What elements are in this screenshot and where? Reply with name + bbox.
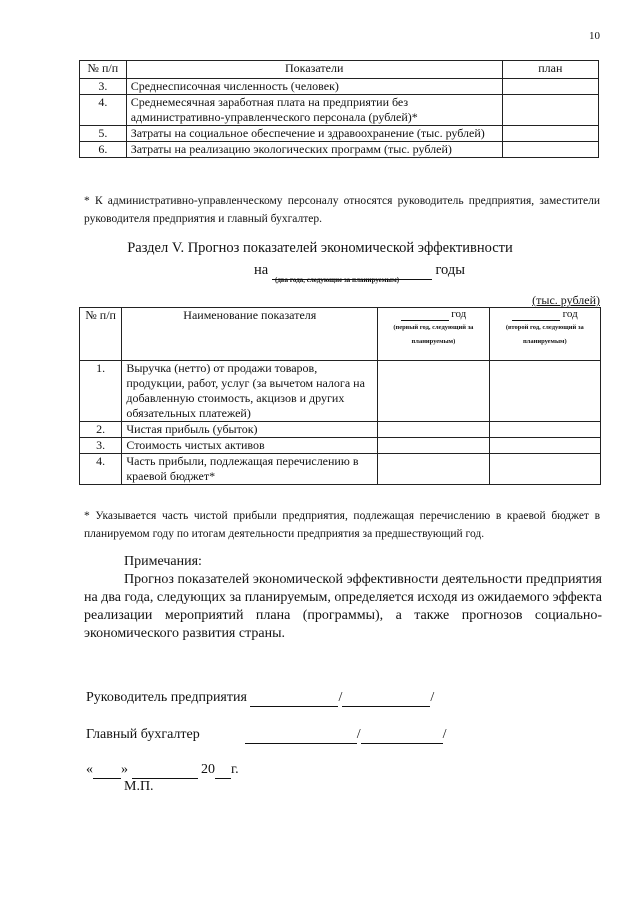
years-suffix: годы [435,262,465,278]
row-year1-cell [378,454,489,485]
row-num: 5. [80,126,127,142]
row-year2-cell [489,438,600,454]
month-blank [132,762,198,779]
row-num: 2. [80,422,122,438]
date-suffix: г. [231,762,239,777]
day-blank [93,762,121,779]
header-indicators: Показатели [126,61,502,79]
header-year2 [489,308,600,361]
table-row [80,361,601,422]
row-text: Часть прибыли, подлежащая перечислению в краевой бюджет* [122,454,378,485]
table-header-row [80,61,599,79]
slash: / [442,727,447,742]
header-year1 [378,308,489,361]
year1-label: год [451,308,467,320]
notes-block [84,553,602,643]
accountant-name-blank [361,727,443,744]
years-prefix: на [254,262,269,278]
footnote-admin-staff: * К административно-управленческому персоналу относятся руководитель предприятия, заместители руководителя предприятия и главный бухгалтер. [84,195,600,225]
efficiency-table [79,307,601,485]
year1-line [382,308,484,321]
row-year1-cell [378,422,489,438]
units-label: (тыс. рублей) [532,293,600,307]
row-num: 3. [80,438,122,454]
row-plan-cell [502,95,598,126]
header-plan: план [502,61,598,79]
row-num: 3. [80,79,127,95]
row-text: Выручка (нетто) от продажи товаров, продукции, работ, услуг (за вычетом налога на добавленную стоимость, акцизов и других обязательных платежей) [122,361,378,422]
row-plan-cell [502,126,598,142]
date-quote-close: » [121,762,128,777]
footnote-budget-profit: * Указывается часть чистой прибыли предприятия, подлежащая перечислению в краевой бюджет в планируемом году по итогам деятельности предприятия за предшествующий год. [84,510,600,540]
row-text: Затраты на реализацию экологических программ (тыс. рублей) [126,142,502,158]
table-row [80,126,599,142]
accountant-signature-line [86,727,447,744]
director-name-blank [342,690,430,707]
row-text: Затраты на социальное обеспечение и здравоохранение (тыс. рублей) [126,126,502,142]
notes-body: Прогноз показателей экономической эффективности деятельности предприятия на два года, следующих за планируемым, определяется исходя из ожидаемого эффекта реализации мероприятий плана (программы), а также прогнозов социально-экономического развития страны. [84,572,602,641]
row-num: 1. [80,361,122,422]
date-line [86,762,239,779]
accountant-label: Главный бухгалтер [86,727,200,742]
slash: / [430,690,435,705]
date-quote-open: « [86,762,93,777]
year2-note: (второй год, следующий за планируемым) [505,324,584,345]
slash: / [356,727,361,742]
header-num: № п/п [80,308,122,361]
table-row [80,142,599,158]
row-year2-cell [489,422,600,438]
row-text: Стоимость чистых активов [122,438,378,454]
year2-line [494,308,596,321]
year-blank [215,762,231,779]
seal-place-label: М.П. [124,779,154,794]
accountant-signature-blank [245,727,357,744]
row-plan-cell [502,142,598,158]
row-plan-cell [502,79,598,95]
row-year1-cell [378,438,489,454]
row-year2-cell [489,454,600,485]
page-number: 10 [589,30,600,42]
header-name: Наименование показателя [122,308,378,361]
row-num: 4. [80,454,122,485]
year2-label: год [562,308,578,320]
row-num: 4. [80,95,127,126]
table-row [80,438,601,454]
director-signature-blank [250,690,338,707]
row-year1-cell [378,361,489,422]
table-row [80,95,599,126]
years-note: (два года, следующие за планируемым) [275,276,400,284]
table-row [80,422,601,438]
table-row [80,79,599,95]
header-num: № п/п [80,61,127,79]
row-text: Среднемесячная заработная плата на предприятии без административно-управленческого персонала (рублей)* [126,95,502,126]
director-label: Руководитель предприятия [86,690,247,705]
date-year-prefix: 20 [201,762,215,777]
row-text: Чистая прибыль (убыток) [122,422,378,438]
slash: / [338,690,343,705]
director-signature-line [86,690,434,707]
table-row [80,454,601,485]
notes-title: Примечания: [124,554,202,569]
row-text: Среднесписочная численность (человек) [126,79,502,95]
table-header-row [80,308,601,361]
indicators-table [79,60,599,158]
year1-note: (первый год, следующий за планируемым) [393,324,474,345]
row-num: 6. [80,142,127,158]
row-year2-cell [489,361,600,422]
section-title: Раздел V. Прогноз показателей экономической эффективности [127,240,513,256]
